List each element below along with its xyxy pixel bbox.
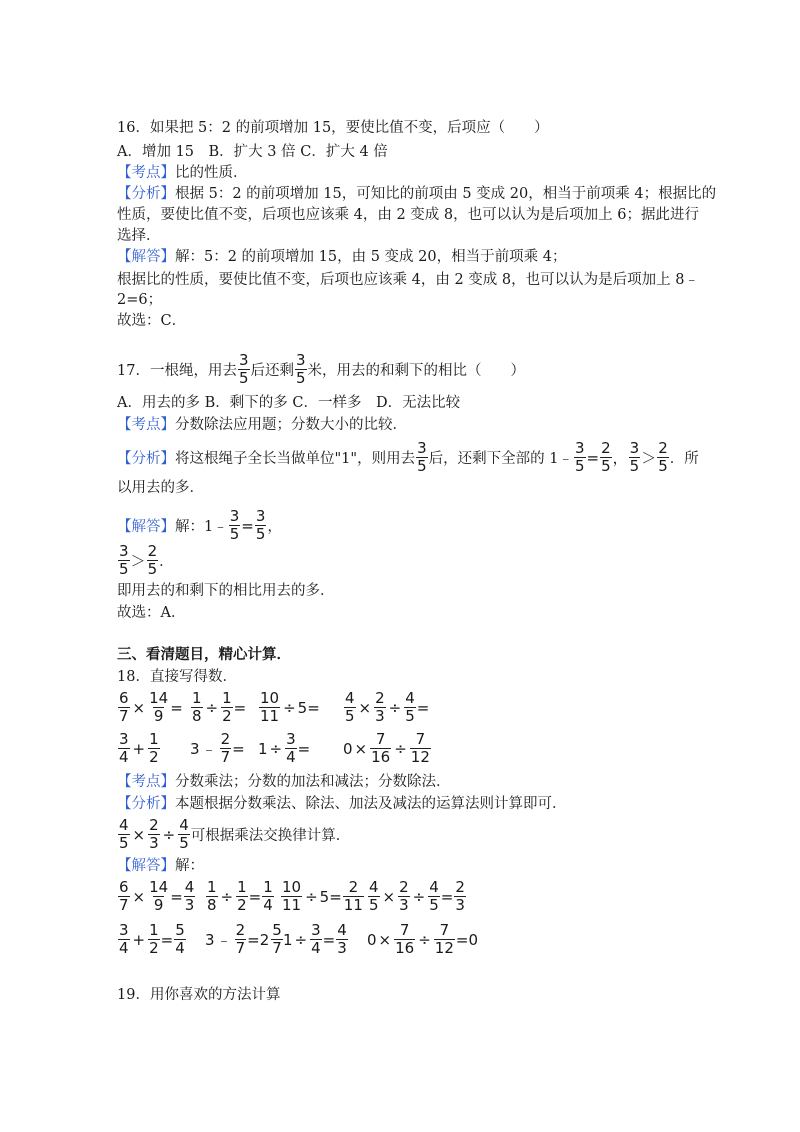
q17-fenxi-line1 [117,440,699,475]
fraction-3-5: $\frac{3}{5}$ [629,439,640,475]
answer-8: 0 × $\frac{7}{16}$ ÷ $\frac{7}{12}$ = 0 [367,921,479,957]
fraction-3-5: $\frac{3}{5}$ [296,351,306,387]
problem-8: 0 × $\frac{7}{16}$ ÷ $\frac{7}{12}$ [343,730,430,766]
q16-question: 16．如果把 5：2 的前项增加 15，要使比值不变，后项应（ ） [117,120,549,136]
kaodian-tag: 【考点】 [117,417,175,433]
problem-3: $\frac{10}{11}$ ÷ 5 = [260,689,320,725]
q17-question-mid: 后还剩 [250,363,294,379]
q16-answer: 故选：C． [117,313,187,329]
comma: ， [612,449,628,467]
q17-answer: 故选：A． [117,605,186,621]
jieda-text: 解： [175,858,204,874]
period: ． [159,554,174,570]
fenxi-tag: 【分析】 [117,796,175,812]
fenxi-text-a: 将这根绳子全长当做单位"1"，则用去 [175,451,416,467]
q17-jieda-line2 [117,543,174,578]
answer-4: $\frac{4}{5}$ × $\frac{2}{3}$ ÷ $\frac{4}{5}$ = $\frac{2}{3}$ [369,878,465,914]
section-title: 三、看清题目，精心计算． [117,646,291,663]
equals-sign: = [586,448,600,467]
kaodian-text: 分数除法应用题；分数大小的比较． [175,417,407,433]
q17-question [117,352,525,387]
fenxi-text: 根据 5：2 的前项增加 15，可知比的前项由 5 变成 20，相当于前项乘 4；根据比的 [175,186,717,202]
answer-7: 1 ÷ $\frac{3}{4}$ = $\frac{4}{3}$ [283,921,347,957]
jieda-tag: 【解答】 [117,249,175,265]
q17-conclusion: 即用去的和剩下的相比用去的多． [117,583,335,599]
q16-fenxi-line3: 选择． [117,228,161,244]
q18-fenxi [117,794,567,814]
q16-kaodian [117,163,248,183]
q16-options: A．增加 15 B．扩大 3 倍 C．扩大 4 倍 [117,144,388,160]
problem-6: 3 ﹣ $\frac{2}{7}$ = [190,730,245,766]
kaodian-tag: 【考点】 [117,165,175,181]
answer-3: $\frac{10}{11}$ ÷ 5 = $\frac{2}{11}$ [282,878,363,914]
fraction-2-5: $\frac{2}{5}$ [601,439,611,475]
q17-question-pre: 17．一根绳，用去 [117,363,237,379]
fenxi-text-end: ．所 [669,451,699,467]
q18-fenxi-note: $\frac{4}{5}$ × $\frac{2}{3}$ ÷ $\frac{4}{5}$ 可根据乘法交换律计算． [119,816,351,852]
q17-fenxi-line2: 以用去的多． [117,480,204,496]
fraction-3-5: $\frac{3}{5}$ [574,439,585,475]
jieda-tag: 【解答】 [117,858,175,874]
q18-question: 18．直接写得数． [117,669,237,685]
problem-1: $\frac{6}{7}$ × $\frac{14}{9}$ = [119,689,183,725]
jieda-text: 解：5：2 的前项增加 15，由 5 变成 20，相当于前项乘 4； [175,249,567,265]
fenxi-tag: 【分析】 [117,451,175,467]
q17-question-post: 米，用去的和剩下的相比（ ） [307,363,526,379]
q16-fenxi-line2: 性质，要使比值不变，后项也应该乘 4，由 2 变成 8，也可以认为是后项加上 6；据此进行 [117,207,699,223]
fraction-2-5: $\frac{2}{5}$ [658,439,668,475]
fraction-3-5: $\frac{3}{5}$ [119,542,129,578]
kaodian-tag: 【考点】 [117,774,175,790]
answer-1: $\frac{6}{7}$ × $\frac{14}{9}$ = $\frac{4}{3}$ [119,878,195,914]
jieda-text: 解：1﹣ [175,519,228,535]
jieda-tag: 【解答】 [117,519,175,535]
fenxi-text: 本题根据分数乘法、除法、加法及减法的运算法则计算即可． [175,796,567,812]
problem-4: $\frac{4}{5}$ × $\frac{2}{3}$ ÷ $\frac{4}{5}$ = [345,689,430,725]
fraction-3-5: $\frac{3}{5}$ [238,351,249,387]
comma: ， [267,519,282,535]
q18-jieda [117,856,204,876]
q18-kaodian [117,772,451,792]
q19-question: 19．用你喜欢的方法计算 [117,987,281,1003]
answer-5: $\frac{3}{4}$ + $\frac{1}{2}$ = $\frac{5}{4}$ [119,921,185,957]
q16-jieda-line1 [117,247,566,267]
q17-kaodian [117,415,407,435]
greater-than-sign: ＞ [641,449,657,467]
kaodian-text: 比的性质． [175,165,248,181]
q17-options: A．用去的多 B．剩下的多 C．一样多 D．无法比较 [117,395,461,411]
q16-jieda-line2: 根据比的性质，要使比值不变，后项也应该乘 4，由 2 变成 8，也可以认为是后项加上 8﹣ [117,272,699,288]
kaodian-text: 分数乘法；分数的加法和减法；分数除法． [175,774,451,790]
fraction-3-5: $\frac{3}{5}$ [229,507,240,543]
fraction-3-5: $\frac{3}{5}$ [417,439,427,475]
fraction-3-5: $\frac{3}{5}$ [255,507,266,543]
fenxi-text-b: 后，还剩下全部的 1﹣ [428,451,573,467]
q17-jieda-line1 [117,508,282,543]
problem-2: $\frac{1}{8}$ ÷ $\frac{1}{2}$ = [192,689,247,725]
fenxi-tag: 【分析】 [117,186,175,202]
answer-6: 3 ﹣ $\frac{2}{7}$ = 2 $\frac{5}{7}$ [205,921,282,957]
equals-sign: = [241,516,254,535]
greater-than-sign: ＞ [130,552,146,570]
problem-7: 1 ÷ $\frac{3}{4}$ = [258,730,311,766]
q16-fenxi-line1 [117,184,716,204]
problem-5: $\frac{3}{4}$ + $\frac{1}{2}$ [119,730,159,766]
answer-2: $\frac{1}{8}$ ÷ $\frac{1}{2}$ = $\frac{1}{4}$ [207,878,273,914]
fraction-2-5: $\frac{2}{5}$ [147,542,158,578]
q16-jieda-line3: 2=6； [117,292,163,308]
